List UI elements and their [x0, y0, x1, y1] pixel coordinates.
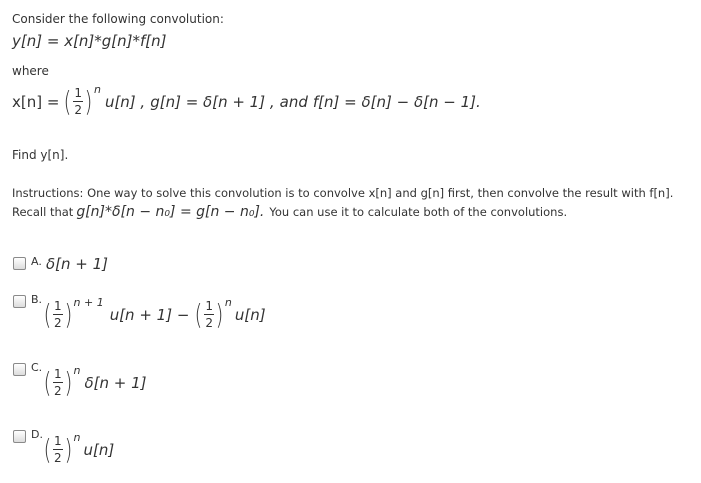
exponent: n: [93, 83, 101, 96]
exponent: n: [73, 431, 81, 444]
option-c-expression: ( $\frac{1}{2}$ ) n δ[n + 1]: [43, 364, 147, 399]
option-b-checkbox[interactable]: [13, 295, 26, 308]
find-text: Find y[n].: [12, 148, 69, 162]
option-d-checkbox[interactable]: [13, 430, 26, 443]
half-fraction: $\frac{1}{2}$: [53, 434, 62, 465]
half-fraction: $\frac{1}{2}$: [205, 299, 213, 330]
x-def-rest: u[n] ,: [104, 92, 146, 111]
identity-equation: g[n]*δ[n − n₀] = g[n − n₀].: [76, 204, 265, 220]
instructions-line1: Instructions: One way to solve this convolution is to convolve x[n] and g[n] first, then convolve the result with f[n].: [12, 186, 674, 200]
and-word: and: [279, 92, 308, 111]
instructions-rest: You can use it to calculate both of the convolutions.: [269, 205, 568, 219]
where-text: where: [12, 64, 49, 78]
x-def-lhs: x[n] =: [12, 92, 60, 111]
half-fraction: $\frac{1}{2}$: [53, 299, 62, 330]
option-b-term1: u[n + 1] −: [109, 305, 190, 324]
g-def: g[n] = δ[n + 1] ,: [150, 92, 275, 111]
option-c-term: δ[n + 1]: [84, 373, 147, 392]
f-def: f[n] = δ[n] − δ[n − 1].: [312, 92, 481, 111]
option-b-term2: u[n]: [234, 305, 266, 324]
half-fraction: $\frac{1}{2}$: [53, 367, 62, 398]
option-c-checkbox[interactable]: [13, 363, 26, 376]
exponent: n: [73, 364, 81, 377]
half-fraction: $\frac{1}{2}$: [74, 86, 83, 117]
option-a-checkbox[interactable]: [13, 257, 26, 270]
option-a-label: A.: [31, 255, 42, 268]
option-b-label: B.: [31, 293, 43, 306]
option-a-expression: δ[n + 1]: [46, 255, 109, 273]
option-b-expression: ( $\frac{1}{2}$ ) n + 1 u[n + 1] − ( $\frac{1}{2}$ ) n u[n]: [43, 296, 266, 331]
option-d-expression: ( $\frac{1}{2}$ ) n u[n]: [43, 431, 115, 466]
exponent: n: [224, 296, 232, 309]
instructions-line2: [12, 204, 567, 220]
recall-text: Recall that: [12, 205, 74, 219]
main-equation: y[n] = x[n]*g[n]*f[n]: [12, 32, 167, 50]
intro-text: Consider the following convolution:: [12, 12, 224, 26]
exponent: n + 1: [73, 296, 104, 309]
option-d-term: u[n]: [83, 440, 115, 459]
option-d-label: D.: [31, 428, 43, 441]
definition-line: x[n] = ( $\frac{1}{2}$ ) n u[n] , g[n] = δ[n + 1] , and f[n] = δ[n] − δ[n − 1].: [12, 83, 481, 118]
option-c-label: C.: [31, 361, 43, 374]
